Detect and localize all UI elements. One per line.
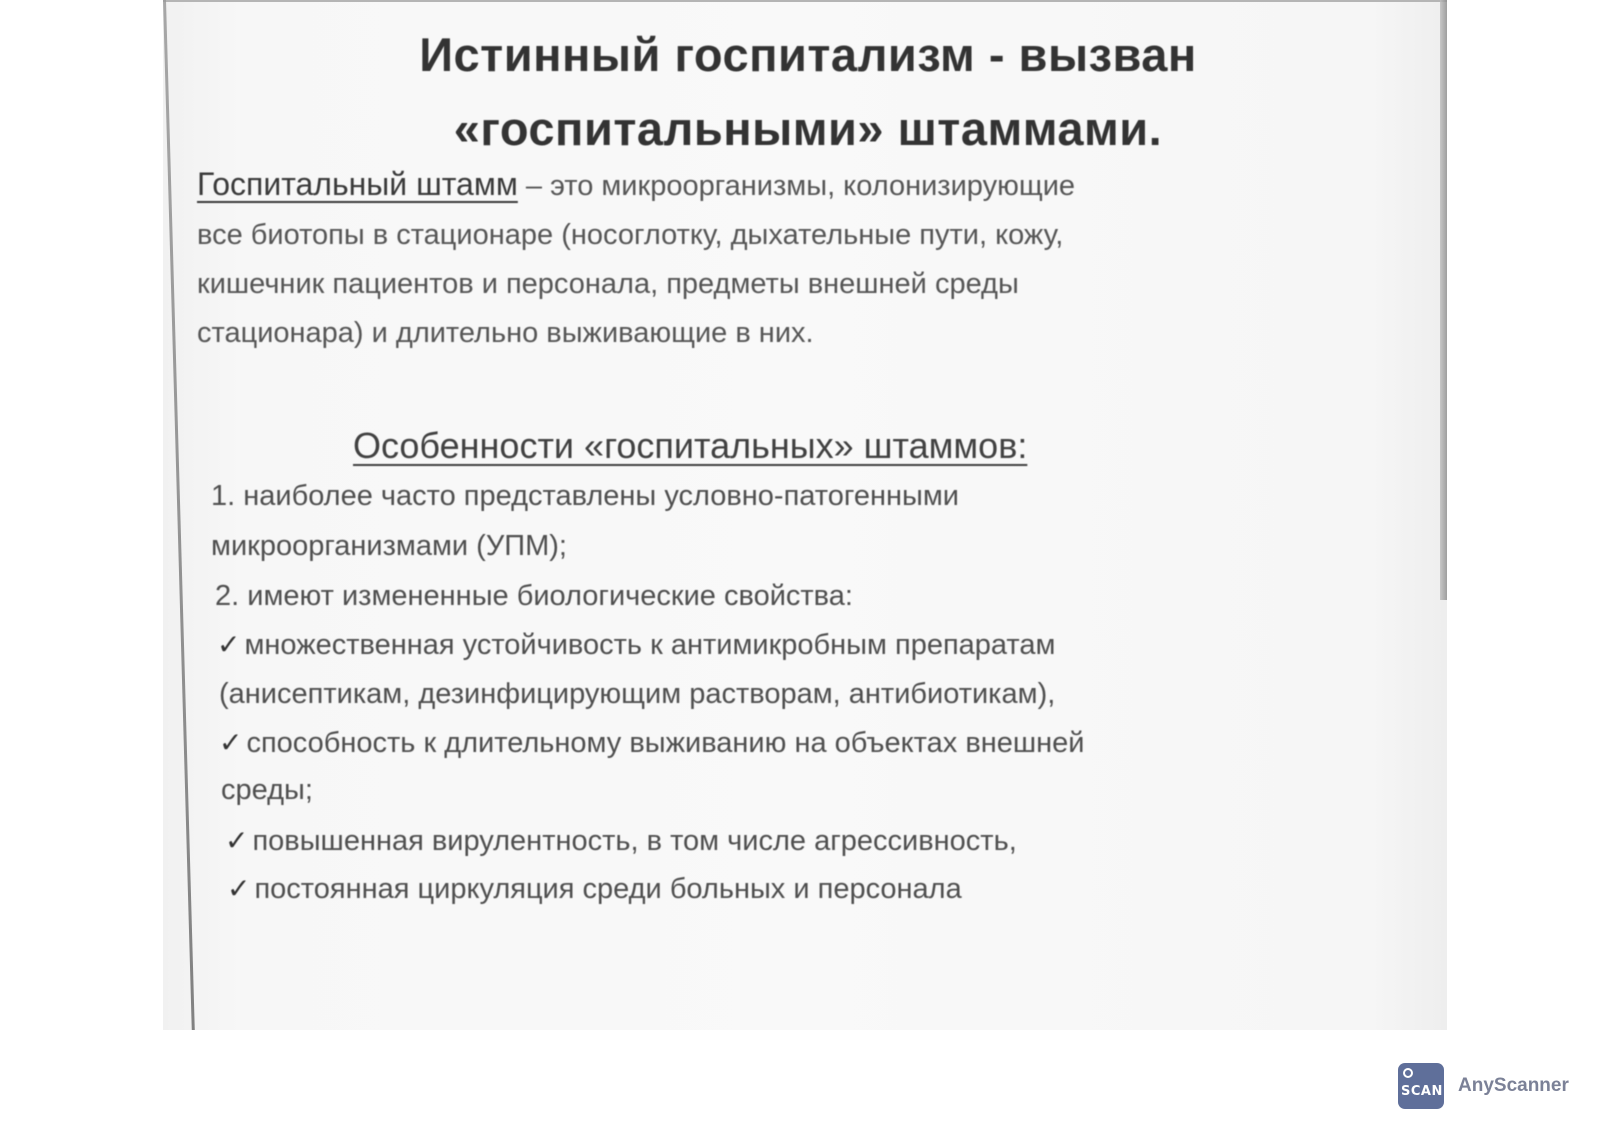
list-item-1-line-1: 1. наиболее часто представлены условно-патогенными	[211, 480, 959, 512]
definition-line-1	[197, 160, 1397, 211]
definition-line-3: кишечник пациентов и персонала, предметы внешней среды	[197, 268, 1019, 300]
title-line-2: «госпитальными» штаммами.	[453, 102, 1163, 155]
logo-icon-text: SCAN	[1401, 1084, 1443, 1099]
check-item-1-line-1	[217, 628, 1055, 662]
checkmark-icon: ✓	[225, 825, 249, 856]
check-item-2-line-1	[219, 726, 1084, 760]
definition-paragraph	[197, 160, 1397, 358]
features-heading: Особенности «госпитальных» штаммов:	[353, 425, 1028, 466]
check-item-2-line-2: среды;	[221, 774, 313, 806]
check-item-4-text: постоянная циркуляция среди больных и персонала	[254, 873, 962, 905]
check-item-1-line-2: (анисептикам, дезинфицирующим растворам, антибиотикам),	[219, 678, 1056, 710]
anyscanner-watermark	[1398, 1063, 1569, 1109]
list-item-1-line-2: микроорганизмами (УПМ);	[211, 530, 567, 562]
title-line-1: Истинный госпитализм - вызван	[419, 28, 1197, 81]
check-item-3	[225, 824, 1017, 858]
watermark-name: AnyScanner	[1458, 1075, 1569, 1096]
scanned-document	[163, 0, 1447, 1030]
document-content	[163, 0, 1447, 1030]
checkmark-icon: ✓	[227, 873, 251, 904]
checkmark-icon: ✓	[219, 727, 243, 758]
check-item-1-text: множественная устойчивость к антимикробным препаратам	[244, 629, 1056, 661]
list-item-2: 2. имеют измененные биологические свойства:	[215, 580, 853, 612]
check-item-3-text: повышенная вирулентность, в том числе агрессивность,	[252, 825, 1017, 857]
logo-dot	[1403, 1068, 1413, 1078]
definition-line-1-text: – это микроорганизмы, колонизирующие	[517, 170, 1076, 202]
check-item-4	[227, 872, 962, 906]
scan-logo-icon	[1398, 1063, 1444, 1109]
definition-line-2: все биотопы в стационаре (носоглотку, дыхательные пути, кожу,	[197, 219, 1064, 251]
checkmark-icon: ✓	[217, 629, 241, 660]
definition-term: Госпитальный штамм	[197, 166, 518, 202]
check-item-2-text: способность к длительному выживанию на объектах внешней	[246, 727, 1085, 759]
document-title	[283, 18, 1333, 166]
definition-line-4: стационара) и длительно выживающие в них.	[197, 317, 814, 349]
